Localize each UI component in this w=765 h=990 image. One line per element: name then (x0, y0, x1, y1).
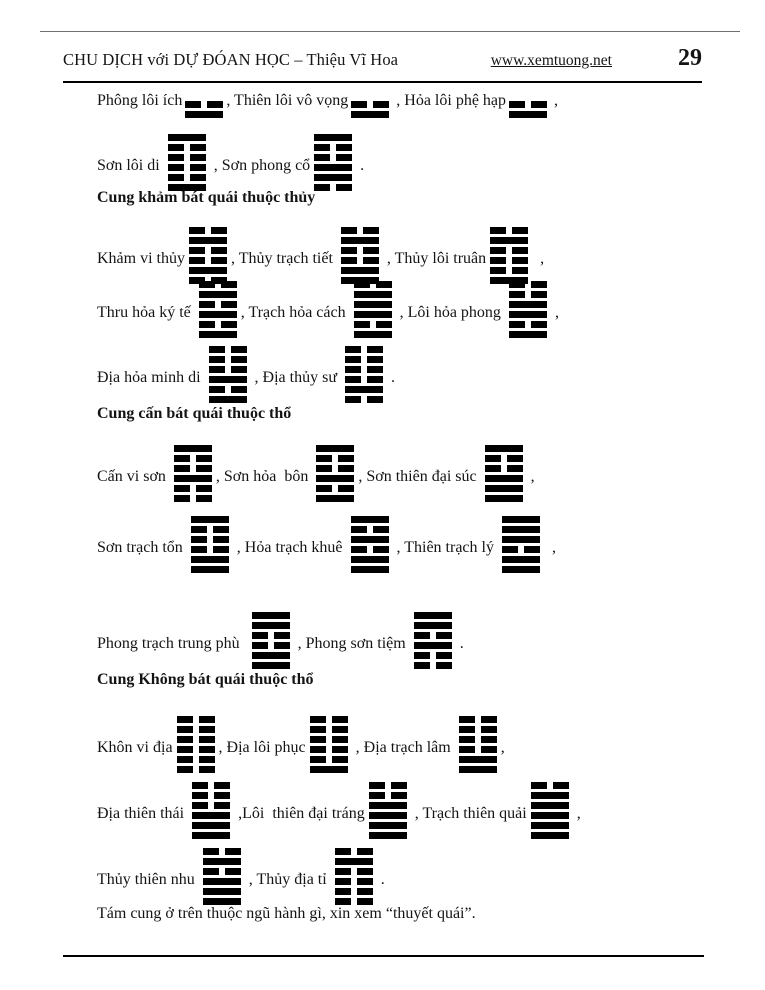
thien-trach-ly-hexagram-icon (502, 516, 540, 573)
phong-loi-ich-hexagram-icon (185, 101, 223, 118)
section-heading: Cung cấn bát quái thuộc thổ (97, 405, 292, 422)
phong-son-tiem-hexagram-icon (414, 612, 452, 669)
website-link[interactable]: www.xemtuong.net (490, 52, 612, 69)
hexagram-line (97, 278, 702, 322)
son-thien-dai-suc-hexagram-icon (485, 445, 523, 502)
thuy-thien-nhu-hexagram-icon (203, 848, 241, 905)
thuy-dia-ti-hexagram-icon (335, 848, 373, 905)
can-vi-son-hexagram-icon (174, 445, 212, 502)
text-segment: , Trạch hỏa cách (240, 304, 350, 321)
text-segment: . (455, 635, 464, 652)
hexagram-line (97, 713, 702, 757)
loi-hoa-phong-hexagram-icon (509, 281, 547, 338)
text-segment: , Thiên trạch lý (392, 539, 498, 556)
text-segment: Phong trạch trung phù (97, 635, 248, 652)
text-segment: Địa hỏa minh di (97, 369, 205, 386)
kham-vi-thuy-hexagram-icon (189, 227, 227, 284)
hexagram-line (97, 442, 702, 486)
loi-thien-dai-trang-hexagram-icon (369, 782, 407, 839)
trach-thien-quai-hexagram-icon (531, 782, 569, 839)
hexagram-line (97, 513, 702, 557)
hexagram-line (97, 845, 702, 889)
book-title: CHU DỊCH với DỰ ĐÓAN HỌC – Thiệu Vĩ Hoa (63, 50, 399, 69)
text-segment: , Sơn phong cổ (209, 157, 311, 174)
text-segment: , (550, 92, 559, 109)
text-segment: , Sơn hỏa bôn (215, 468, 313, 485)
phong-trach-trung-phu-hexagram-icon (252, 612, 290, 669)
text-segment: . (376, 871, 385, 888)
thuy-hoa-ky-te-hexagram-icon (199, 281, 237, 338)
trach-hoa-cach-hexagram-icon (354, 281, 392, 338)
scan-top-edge-line (40, 31, 740, 32)
footer-rule (63, 955, 704, 957)
hexagram-line (97, 779, 702, 823)
text-segment: , (532, 250, 545, 267)
text-segment: , (526, 468, 535, 485)
thuy-loi-truan-hexagram-icon (490, 227, 528, 284)
text-segment: , Thủy địa tỉ (244, 871, 331, 888)
hexagram-line (97, 343, 702, 387)
section-heading: Cung khảm bát quái thuộc thủy (97, 189, 316, 206)
text-segment: Sơn trạch tổn (97, 539, 187, 556)
dia-loi-phuc-hexagram-icon (310, 716, 348, 773)
hexagram-line (97, 224, 702, 268)
text-segment: , Địa trạch lâm (351, 739, 455, 756)
text-segment: Thru hỏa ký tế (97, 304, 195, 321)
text-segment: Thủy thiên nhu (97, 871, 199, 888)
dia-thien-thai-hexagram-icon (192, 782, 230, 839)
paragraph-text: Tám cung ở trên thuộc ngũ hành gì, xin xem “thuyết quái”. (97, 905, 476, 922)
text-segment: , Lôi hỏa phong (395, 304, 505, 321)
text-segment: ,Lôi thiên đại tráng (234, 805, 365, 822)
text-segment: Cấn vi sơn (97, 468, 170, 485)
text-segment: , Thiên lôi vô vọng (226, 92, 349, 109)
dia-trach-lam-hexagram-icon (459, 716, 497, 773)
hoa-trach-khue-hexagram-icon (351, 516, 389, 573)
text-segment: Phông lôi ích (97, 92, 183, 109)
hexagram-line (97, 89, 702, 118)
page-number: 29 (678, 45, 702, 71)
page-header (63, 0, 702, 83)
thien-loi-vo-vong-hexagram-icon (351, 101, 389, 118)
text-segment: , (500, 739, 505, 756)
son-loi-di-hexagram-icon (168, 134, 206, 191)
son-hoa-bon-hexagram-icon (316, 445, 354, 502)
text-segment: , Hỏa trạch khuê (232, 539, 347, 556)
hoa-loi-phe-hap-hexagram-icon (509, 101, 547, 118)
text-segment: Khôn vi địa (97, 739, 173, 756)
text-segment: , Sơn thiên đại súc (358, 468, 481, 485)
son-trach-ton-hexagram-icon (191, 516, 229, 573)
text-segment: Khảm vi thủy (97, 250, 185, 267)
text-segment: , Địa lôi phục (218, 739, 306, 756)
page-body (63, 89, 702, 924)
text-segment: , (543, 539, 556, 556)
text-segment: Sơn lôi di (97, 157, 164, 174)
text-segment: , Địa thủy sư (250, 369, 341, 386)
section-heading: Cung Không bát quái thuộc thổ (97, 671, 314, 688)
hexagram-line (97, 609, 702, 653)
dia-thuy-su-hexagram-icon (345, 346, 383, 403)
son-phong-co-hexagram-icon (314, 134, 352, 191)
text-segment: , Hỏa lôi phệ hạp (392, 92, 507, 109)
khon-vi-dia-hexagram-icon (177, 716, 215, 773)
text-segment: , (550, 304, 559, 321)
thuy-trach-tiet-hexagram-icon (341, 227, 379, 284)
text-segment: . (356, 157, 365, 174)
text-segment: . (387, 369, 395, 386)
text-segment: , Thủy trạch tiết (231, 250, 337, 267)
text-segment: Địa thiên thái (97, 805, 189, 822)
hexagram-line (97, 131, 702, 175)
text-segment: , (572, 805, 581, 822)
text-segment: , Phong sơn tiệm (293, 635, 410, 652)
text-segment: , Thủy lôi truân (382, 250, 487, 267)
text-segment: , Trạch thiên quải (410, 805, 527, 822)
dia-hoa-minh-di-hexagram-icon (209, 346, 247, 403)
